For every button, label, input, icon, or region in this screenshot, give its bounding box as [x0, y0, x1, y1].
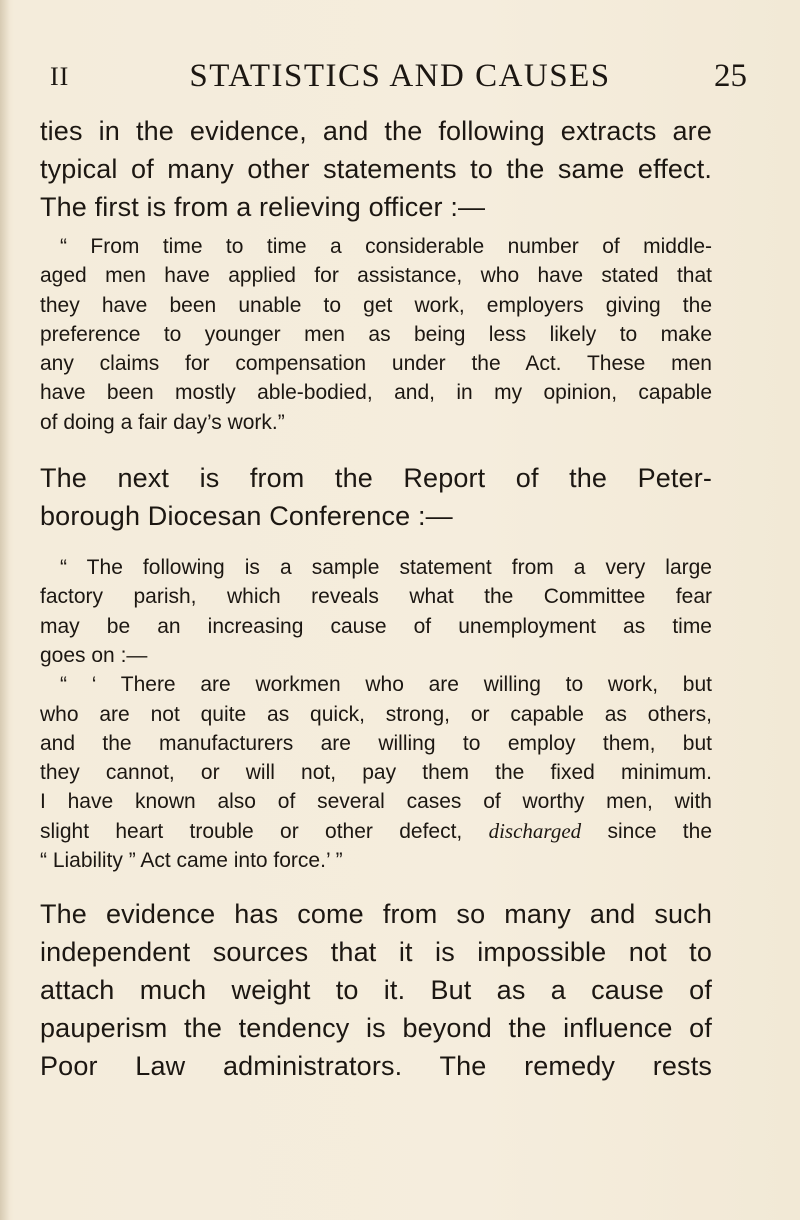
paragraph-intro [40, 112, 712, 226]
text-line-with-italic [40, 817, 712, 846]
text-line: have been mostly able-bodied, and, in my opinion, capable [40, 381, 712, 405]
text-line: “ From time to time a considerable number of middle- [60, 235, 712, 258]
quote-workmen [40, 670, 712, 875]
page-number: 25 [714, 58, 747, 94]
text-line: pauperism the tendency is beyond the influence of [40, 1013, 712, 1044]
text-line: of doing a fair day’s work.” [40, 410, 285, 434]
text-line: preference to younger men as being less likely to make [40, 322, 712, 346]
chapter-numeral: II [50, 62, 70, 91]
text-line: may be an increasing cause of unemployment as time [40, 614, 712, 638]
text-line: “ ‘ There are workmen who are willing to work, but [60, 673, 712, 697]
text-line: and the manufacturers are willing to employ them, but [40, 731, 712, 755]
italic-word: discharged [488, 818, 582, 843]
quote-relieving-officer [40, 232, 712, 437]
text-line: The first is from a relieving officer :— [40, 192, 486, 222]
text-line: The evidence has come from so many and such [40, 899, 712, 930]
text-line: Poor Law administrators. The remedy rests [40, 1051, 712, 1082]
text-line: I have known also of several cases of worthy men, with [40, 790, 712, 814]
quote-diocesan-conference [40, 553, 712, 670]
text-line: independent sources that it is impossible not to [40, 937, 712, 968]
text-fragment: since the [607, 819, 713, 843]
text-line: they cannot, or will not, pay them the fixed minimum. [40, 761, 712, 785]
text-line: who are not quite as quick, strong, or capable as others, [40, 702, 712, 726]
text-line: borough Diocesan Conference :— [40, 501, 453, 532]
text-line: they have been unable to get work, employers giving the [40, 293, 712, 317]
text-fragment: slight heart trouble or other defect, [40, 819, 463, 843]
running-header [50, 58, 750, 98]
text-line: aged men have applied for assistance, who have stated that [40, 264, 712, 288]
text-line: factory parish, which reveals what the Committee fear [40, 585, 712, 609]
text-line: “ The following is a sample statement from a very large [60, 556, 712, 580]
paragraph-peterborough [40, 459, 712, 535]
text-line: attach much weight to it. But as a cause of [40, 975, 712, 1006]
gutter-shadow [0, 0, 10, 1220]
text-line: The next is from the Report of the Peter- [40, 463, 712, 494]
text-line: ties in the evidence, and the following extracts are [40, 116, 712, 146]
text-line: goes on :— [40, 643, 148, 667]
text-line: typical of many other statements to the same effect. [40, 154, 712, 184]
text-line: any claims for compensation under the Act. These men [40, 352, 712, 376]
page-body [40, 112, 712, 1085]
running-title: STATISTICS AND CAUSES [189, 58, 611, 94]
paragraph-conclusion [40, 895, 712, 1085]
text-line: “ Liability ” Act came into force.’ ” [40, 849, 343, 873]
